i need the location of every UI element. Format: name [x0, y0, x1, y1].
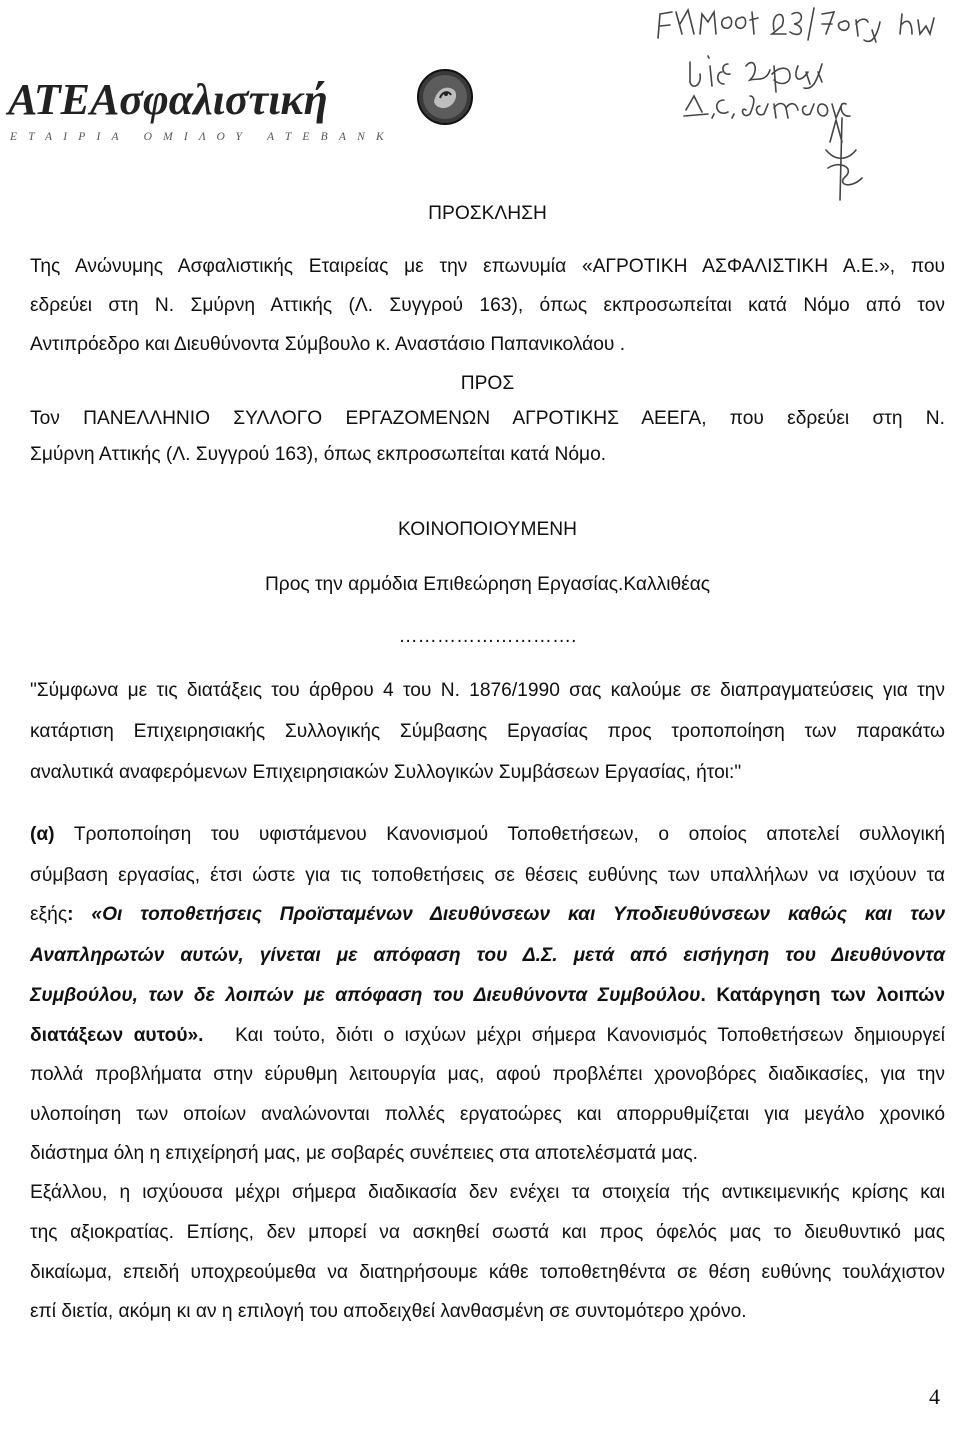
intro-line-2: εδρεύει στη Ν. Σμύρνη Αττικής (Λ. Συγγρού 163), όπως εκπροσωπείται κατά Νόμο από τον: [30, 295, 945, 316]
item-a-line-6-plain: Και τούτο, διότι ο ισχύων μέχρι σήμερα Κανονισμός Τοποθετήσεων δημιουργεί: [235, 1025, 945, 1046]
item-a-line-3-colon: :: [67, 904, 74, 925]
handwritten-note: [650, 0, 956, 210]
cc-line: Προς την αρμόδια Επιθεώρηση Εργασίας.Καλλιθέας: [264, 574, 711, 595]
item-a-line-6-bold: διατάξεων αυτού».: [30, 1025, 204, 1046]
item-a-line-7: πολλά προβλήματα στην εύρυθμη λειτουργία μας, αφού προβλέπει χρονοβόρες διαδικασίες, για την: [30, 1064, 945, 1085]
item-a-marker: (α): [30, 824, 55, 845]
closing-line-4: επί διετία, ακόμη κι αν η επιλογή του αποδειχθεί λανθασμένη σε συντομότερο χρόνο.: [30, 1301, 747, 1322]
body-line-2: κατάρτιση Επιχειρησιακής Συλλογικής Σύμβασης Εργασίας προς τροποποίηση των παρακάτω: [30, 721, 945, 742]
intro-line-1: Της Ανώνυμης Ασφαλιστικής Εταιρείας με την επωνυμία «ΑΓΡΟΤΙΚΗ ΑΣΦΑΛΙΣΤΙΚΗ Α.Ε.», που: [30, 256, 945, 277]
item-a-line-4: Αναπληρωτών αυτών, γίνεται με απόφαση του Δ.Σ. μετά από εισήγηση του Διευθύνοντα: [30, 945, 945, 966]
body-line-1: "Σύμφωνα με τις διατάξεις του άρθρου 4 του Ν. 1876/1990 σας καλούμε σε διαπραγματεύσεις για την: [30, 680, 945, 701]
item-a-line-3-plain: εξής: [30, 904, 68, 925]
item-a-line-5: [30, 979, 945, 1013]
recipient-line-1: Τον ΠΑΝΕΛΛΗΝΙΟ ΣΥΛΛΟΓΟ ΕΡΓΑΖΟΜΕΝΩΝ ΑΓΡΟΤΙΚΗΣ ΑΕΕΓΑ, που εδρεύει στη Ν.: [30, 408, 945, 429]
document-title: ΠΡΟΣΚΛΗΣΗ: [428, 203, 547, 224]
company-logo-subtitle: ΕΤΑΙΡΙΑ ΟΜΙΛΟΥ ΑΤΕΒΑΝΚ: [10, 131, 395, 143]
company-logo-title: ΑΤΕΑσφαλιστική: [8, 75, 328, 124]
intro-line-3: Αντιπρόεδρο και Διευθύνοντα Σύμβουλο κ. Αναστάσιο Παπανικολάου .: [30, 334, 626, 355]
item-a-line-2: σύμβαση εργασίας, έτσι ώστε για τις τοποθετήσεις σε θέσεις ευθύνης των υπαλλήλων να ισχύουν τα: [30, 865, 945, 886]
item-a-line-6: [30, 1019, 945, 1053]
item-a-line-3-quote: «Οι τοποθετήσεις Προϊσταμένων Διευθύνσεων και Υποδιευθύνσεων καθώς και των: [91, 904, 945, 925]
item-a-line-5-italic: Συμβούλου, των δε λοιπών με απόφαση του Διευθύνοντα Συμβούλου: [30, 985, 701, 1006]
dotted-line: ……………………….: [398, 626, 577, 647]
coin-emblem-icon: [416, 68, 474, 126]
body-line-3: αναλυτικά αναφερόμενων Επιχειρησιακών Συλλογικών Συμβάσεων Εργασίας, ήτοι:": [30, 762, 742, 783]
recipient-line-2: Σμύρνη Αττικής (Λ. Συγγρού 163), όπως εκπροσωπείται κατά Νόμο.: [30, 444, 607, 465]
item-a-line-9: διάστημα όλη η επιχείρησή μας, με σοβαρές συνέπειες στα αποτελέσματά μας.: [30, 1143, 699, 1164]
recipient-heading: ΠΡΟΣ: [460, 373, 515, 394]
cc-heading: ΚΟΙΝΟΠΟΙΟΥΜΕΝΗ: [398, 519, 577, 540]
closing-line-3: δικαίωμα, επειδή υποχρεούμεθα να διατηρήσουμε κάθε τοποθετηθέντα σε θέση ευθύνης τουλάχιστον: [30, 1262, 945, 1283]
closing-line-1: Εξάλλου, η ισχύουσα μέχρι σήμερα διαδικασία δεν ενέχει τα στοιχεία τής αντικειμενικής κρίσης και: [30, 1182, 945, 1203]
item-a-line-8: υλοποίηση των οποίων αναλώνονται πολλές εργατοώρες και απορρυθμίζεται για μεγάλο χρονικό: [30, 1104, 945, 1125]
item-a-line-5-bold: . Κατάργηση των λοιπών: [700, 985, 946, 1006]
item-a-line-1-text: Τροποποίηση του υφιστάμενου Κανονισμού Τοποθετήσεων, ο οποίος αποτελεί συλλογική: [73, 824, 946, 845]
item-a-line-3: [30, 898, 945, 932]
closing-line-2: της αξιοκρατίας. Επίσης, δεν μπορεί να ασκηθεί σωστά και προς όφελός μας το διευθυντικό μας: [30, 1222, 945, 1243]
page-number: 4: [929, 1384, 940, 1409]
item-a-line-1: [30, 818, 945, 852]
